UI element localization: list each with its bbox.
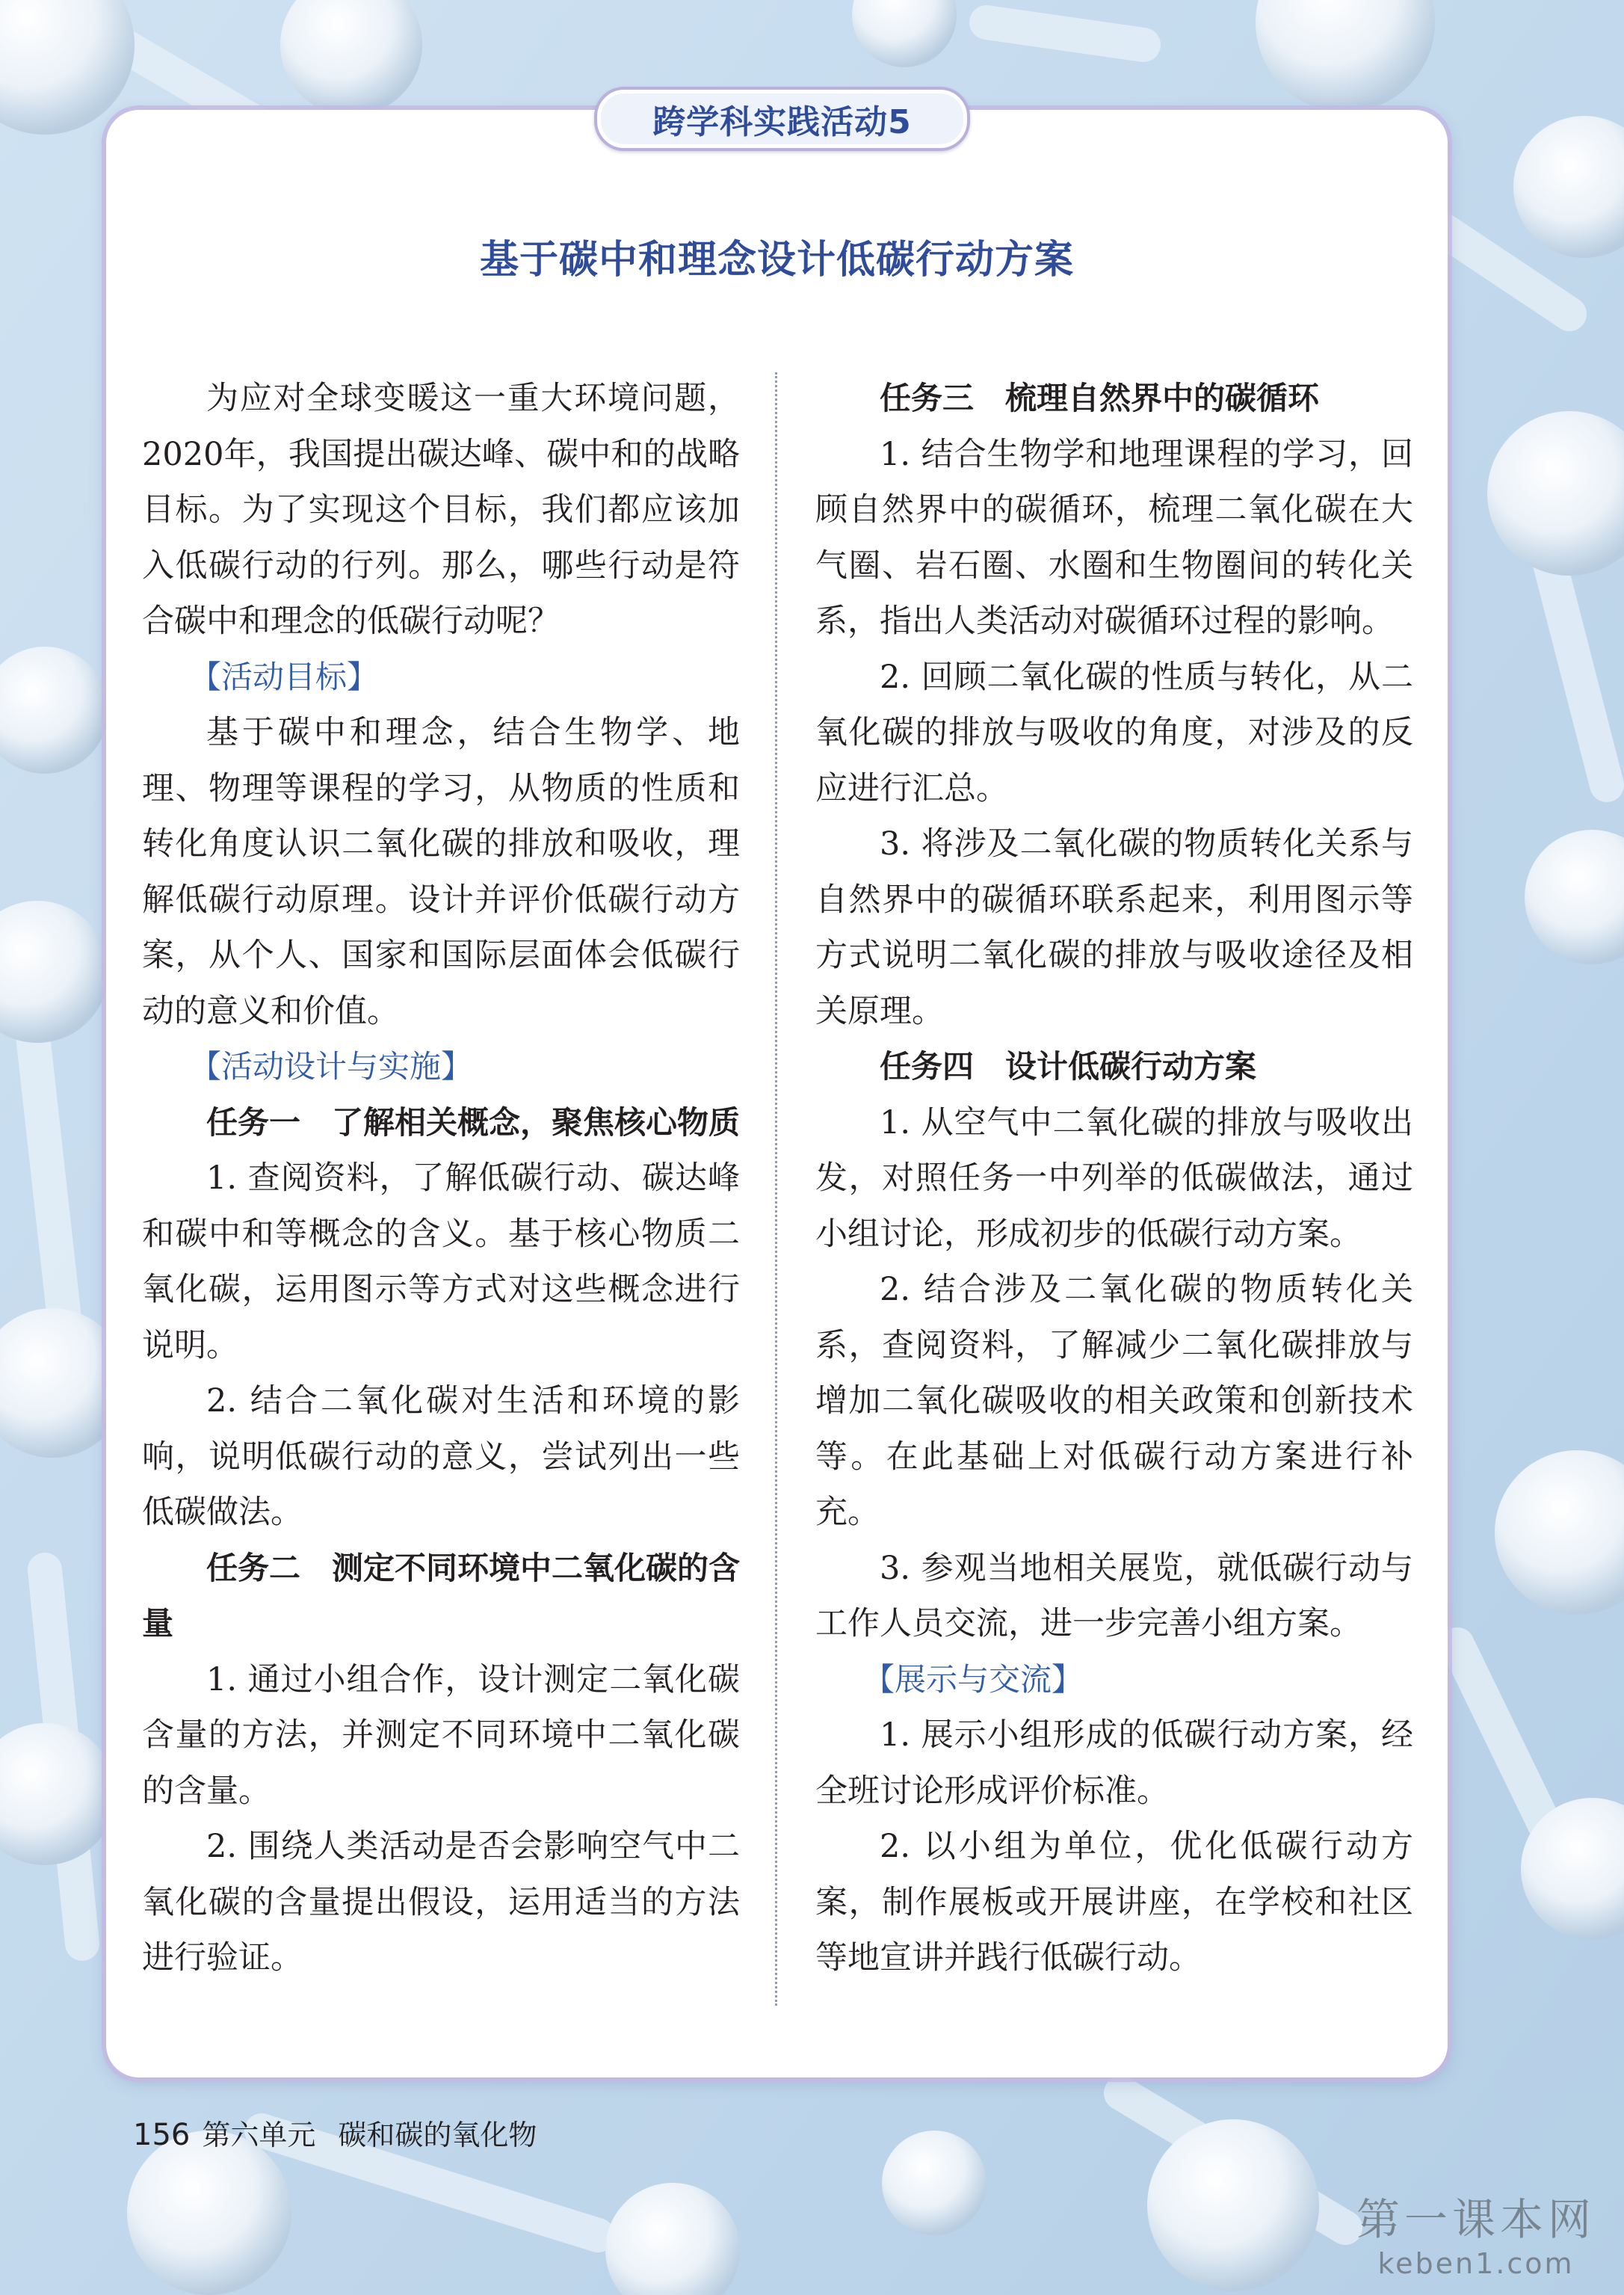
intro-paragraph: 为应对全球变暖这一重大环境问题，2020年，我国提出碳达峰、碳中和的战略目标。为了实现这个目标，我们都应该加入低碳行动的行列。那么，哪些行动是符合碳中和理念的低碳行动呢？ <box>142 380 740 640</box>
page-number: 156 <box>133 2118 191 2152</box>
task1-heading: 任务一 了解相关概念，聚焦核心物质 <box>206 1103 741 1141</box>
task4-item-1: 1. 从空气中二氧化碳的排放与吸收出发，对照任务一中列举的低碳做法，通过小组讨论，形成初步的低碳行动方案。 <box>815 1103 1413 1253</box>
task3-item-1: 1. 结合生物学和地理课程的学习，回顾自然界中的碳循环，梳理二氧化碳在大气圈、岩石圈、水圈和生物圈间的转化关系，指出人类活动对碳循环过程的影响。 <box>815 435 1413 640</box>
goal-heading: 【活动目标】 <box>190 658 379 695</box>
show-heading: 【展示与交流】 <box>863 1660 1084 1698</box>
column-divider <box>775 372 777 2006</box>
right-column <box>815 371 1413 1986</box>
goal-paragraph: 基于碳中和理念，结合生物学、地理、物理等课程的学习，从物质的性质和转化角度认识二氧化碳的排放和吸收，理解低碳行动原理。设计并评价低碳行动方案，从个人、国家和国际层面体会低碳行动的意义和价值。 <box>142 714 740 1030</box>
left-column <box>142 371 740 1986</box>
page-title: 基于碳中和理念设计低碳行动方案 <box>479 237 1074 283</box>
chapter-label: 碳和碳的氧化物 <box>338 2119 537 2151</box>
task2-item-1: 1. 通过小组合作，设计测定二氧化碳含量的方法，并测定不同环境中二氧化碳的含量。 <box>142 1660 740 1810</box>
watermark-line-1: 第一课本网 <box>1356 2194 1596 2245</box>
task2-heading: 任务二 测定不同环境中二氧化碳的含量 <box>142 1549 741 1642</box>
site-watermark <box>1356 2184 1596 2280</box>
task4-item-2: 2. 结合涉及二氧化碳的物质转化关系，查阅资料，了解减少二氧化碳排放与增加二氧化碳吸收的相关政策和创新技术等。在此基础上对低碳行动方案进行补充。 <box>815 1271 1413 1531</box>
unit-label: 第六单元 <box>202 2119 316 2151</box>
task3-heading: 任务三 梳理自然界中的碳循环 <box>880 380 1320 416</box>
section-badge: 跨学科实践活动5 <box>594 87 970 151</box>
task1-item-1: 1. 查阅资料，了解低碳行动、碳达峰和碳中和等概念的含义。基于核心物质二氧化碳，运用图示等方式对这些概念进行说明。 <box>142 1159 740 1364</box>
design-heading: 【活动设计与实施】 <box>190 1048 473 1085</box>
task2-item-2: 2. 围绕人类活动是否会影响空气中二氧化碳的含量提出假设，运用适当的方法进行验证。 <box>142 1828 740 1977</box>
task3-item-3: 3. 将涉及二氧化碳的物质转化关系与自然界中的碳循环联系起来，利用图示等方式说明二氧化碳的排放与吸收途径及相关原理。 <box>815 825 1413 1030</box>
task4-heading: 任务四 设计低碳行动方案 <box>880 1048 1257 1085</box>
watermark-line-2: keben1.com <box>1377 2247 1575 2280</box>
page-footer <box>133 2112 537 2153</box>
task1-item-2: 2. 结合二氧化碳对生活和环境的影响，说明低碳行动的意义，尝试列出一些低碳做法。 <box>142 1382 740 1531</box>
task3-item-2: 2. 回顾二氧化碳的性质与转化，从二氧化碳的排放与吸收的角度，对涉及的反应进行汇总。 <box>815 658 1413 807</box>
show-item-2: 2. 以小组为单位，优化低碳行动方案，制作展板或开展讲座，在学校和社区等地宣讲并践行低碳行动。 <box>815 1828 1413 1977</box>
task4-item-3: 3. 参观当地相关展览，就低碳行动与工作人员交流，进一步完善小组方案。 <box>815 1549 1413 1642</box>
show-item-1: 1. 展示小组形成的低碳行动方案，经全班讨论形成评价标准。 <box>815 1716 1413 1810</box>
